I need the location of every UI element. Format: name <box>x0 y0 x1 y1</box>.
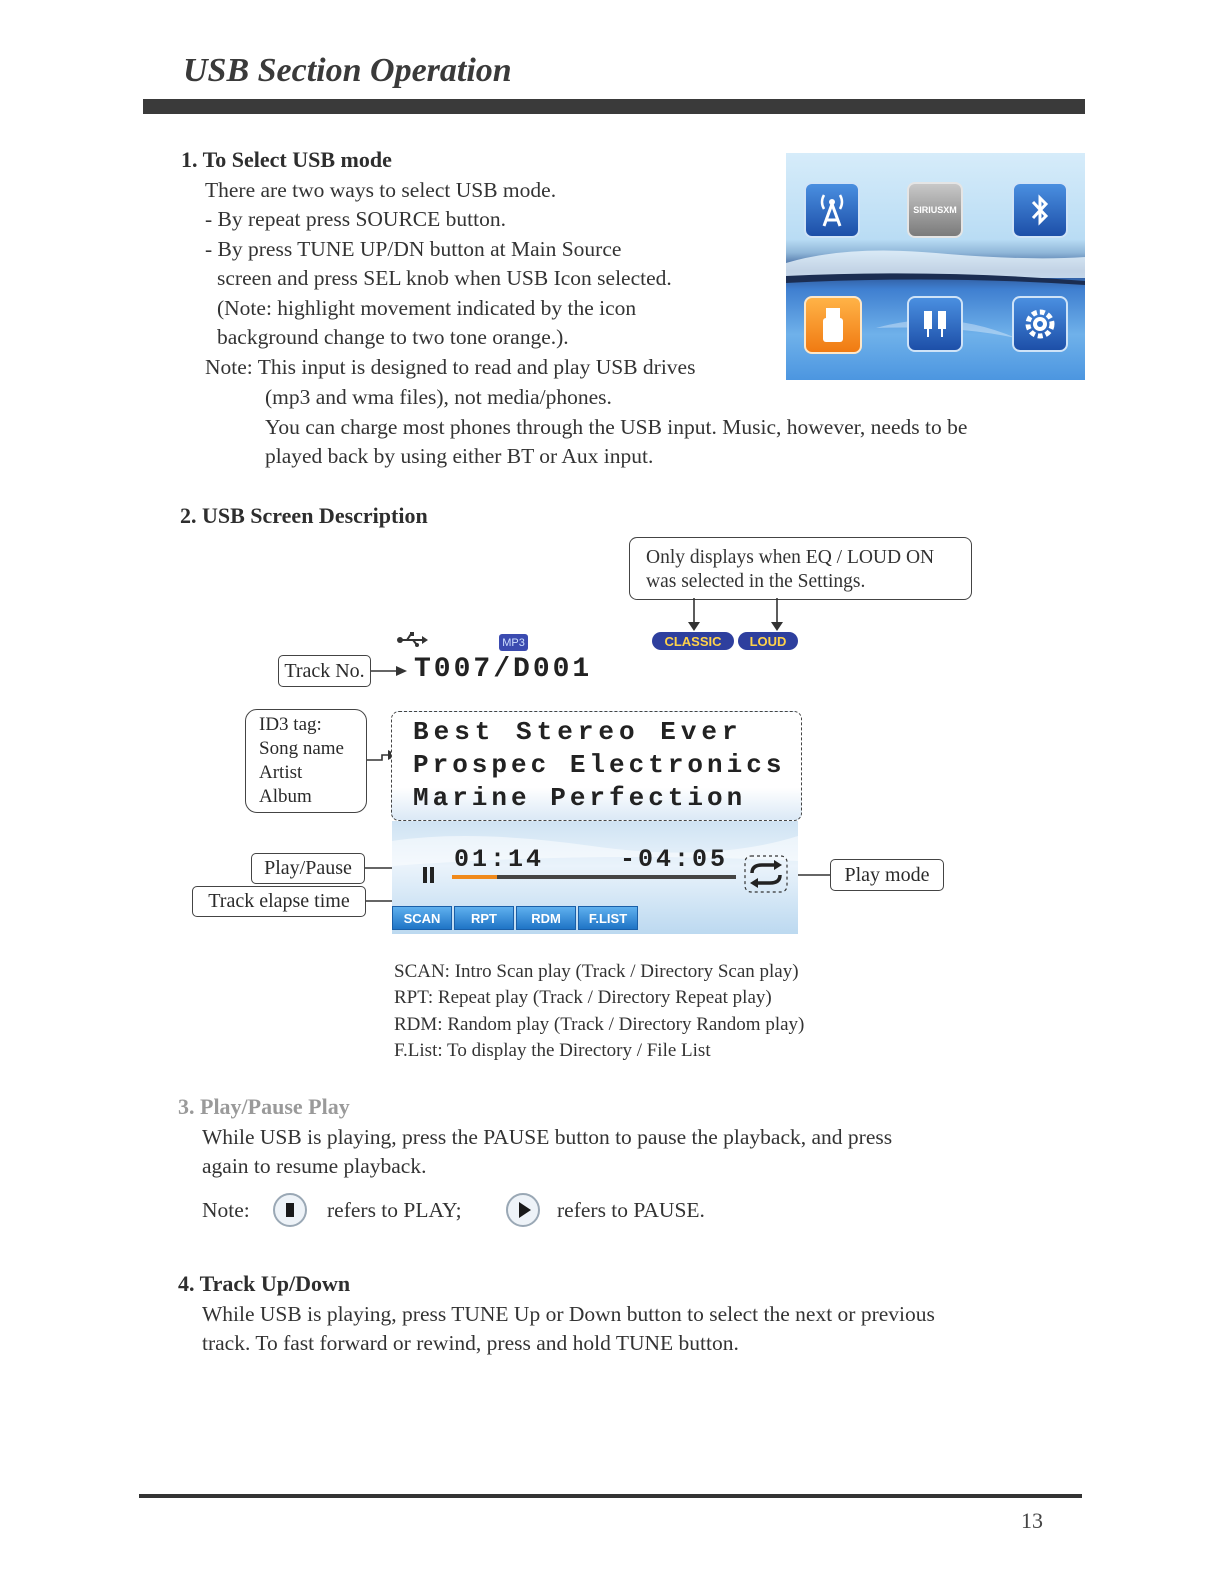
note-label: Note: <box>202 1198 250 1222</box>
classic-eq-badge: CLASSIC <box>652 632 734 650</box>
section-1-heading: 1. To Select USB mode <box>181 147 392 172</box>
section-2-heading: 2. USB Screen Description <box>180 503 428 528</box>
section-4-line: track. To fast forward or rewind, press and hold TUNE button. <box>202 1331 739 1355</box>
song-name: Best Stereo Ever <box>413 717 743 747</box>
artist-name: Prospec Electronics <box>413 750 786 780</box>
mp3-format-badge: MP3 <box>499 634 528 651</box>
repeat-mode-icon[interactable] <box>744 855 788 898</box>
section-1-line: played back by using either BT or Aux input. <box>265 444 654 468</box>
section-3-line: again to resume playback. <box>202 1154 427 1178</box>
siriusxm-label: SIRIUSXM <box>913 205 957 215</box>
album-name: Marine Perfection <box>413 783 747 813</box>
section-1-line: (mp3 and wma files), not media/phones. <box>265 385 612 409</box>
section-1-line: screen and press SEL knob when USB Icon selected. <box>217 266 672 290</box>
pause-round-icon <box>272 1192 308 1233</box>
legend-rpt: RPT: Repeat play (Track / Directory Repeat play) <box>394 987 772 1008</box>
track-number: T007/D001 <box>414 654 593 685</box>
section-1-line: There are two ways to select USB mode. <box>205 178 557 202</box>
legend-scan: SCAN: Intro Scan play (Track / Directory Scan play) <box>394 961 799 982</box>
rpt-button[interactable]: RPT <box>454 906 514 930</box>
page-title: USB Section Operation <box>183 52 512 89</box>
id3-callout-artist: Artist <box>259 762 303 783</box>
section-1-line: (Note: highlight movement indicated by the icon <box>217 296 637 320</box>
elapse-time-callout: Track elapse time <box>192 886 366 917</box>
section-1-line: You can charge most phones through the USB input. Music, however, needs to be <box>265 415 968 439</box>
section-3-line: While USB is playing, press the PAUSE button to pause the playback, and press <box>202 1125 893 1149</box>
legend-flist: F.List: To display the Directory / File List <box>394 1040 711 1061</box>
scan-button[interactable]: SCAN <box>392 906 452 930</box>
id3-display <box>391 711 802 821</box>
section-4-line: While USB is playing, press TUNE Up or Down button to select the next or previous <box>202 1302 935 1326</box>
pause-icon[interactable] <box>421 865 437 890</box>
usb-symbol-icon <box>396 631 428 654</box>
id3-callout-box <box>245 709 367 813</box>
play-pause-callout: Play/Pause <box>251 853 365 884</box>
playback-panel <box>392 821 798 934</box>
rdm-button[interactable]: RDM <box>516 906 576 930</box>
footer-rule <box>139 1494 1082 1498</box>
legend-rdm: RDM: Random play (Track / Directory Random play) <box>394 1014 805 1035</box>
id3-callout-album: Album <box>259 786 312 807</box>
flist-button[interactable]: F.LIST <box>578 906 638 930</box>
elapsed-time: 01:14 <box>454 845 545 874</box>
page-number: 13 <box>1021 1508 1043 1533</box>
play-round-icon <box>505 1192 541 1233</box>
id3-callout-song: Song name <box>259 738 344 759</box>
remaining-time: -04:05 <box>620 845 729 874</box>
id3-callout-title: ID3 tag: <box>259 714 322 735</box>
track-no-callout: Track No. <box>278 655 371 687</box>
section-4-heading: 4. Track Up/Down <box>178 1271 351 1296</box>
play-reference: refers to PLAY; <box>327 1198 462 1222</box>
section-1-line: background change to two tone orange.). <box>217 325 569 349</box>
progress-track[interactable] <box>452 875 736 879</box>
eq-callout-text: Only displays when EQ / LOUD ON was selected in the Settings. <box>646 547 935 592</box>
section-1-line: - By press TUNE UP/DN button at Main Source <box>205 237 622 261</box>
play-mode-callout: Play mode <box>830 859 944 891</box>
section-1-line: Note: This input is designed to read and play USB drives <box>205 355 696 379</box>
section-3-heading: 3. Play/Pause Play <box>178 1094 350 1119</box>
progress-fill <box>452 875 497 879</box>
loud-badge: LOUD <box>738 632 798 650</box>
pause-reference: refers to PAUSE. <box>557 1198 705 1222</box>
section-1-line: - By repeat press SOURCE button. <box>205 207 506 231</box>
